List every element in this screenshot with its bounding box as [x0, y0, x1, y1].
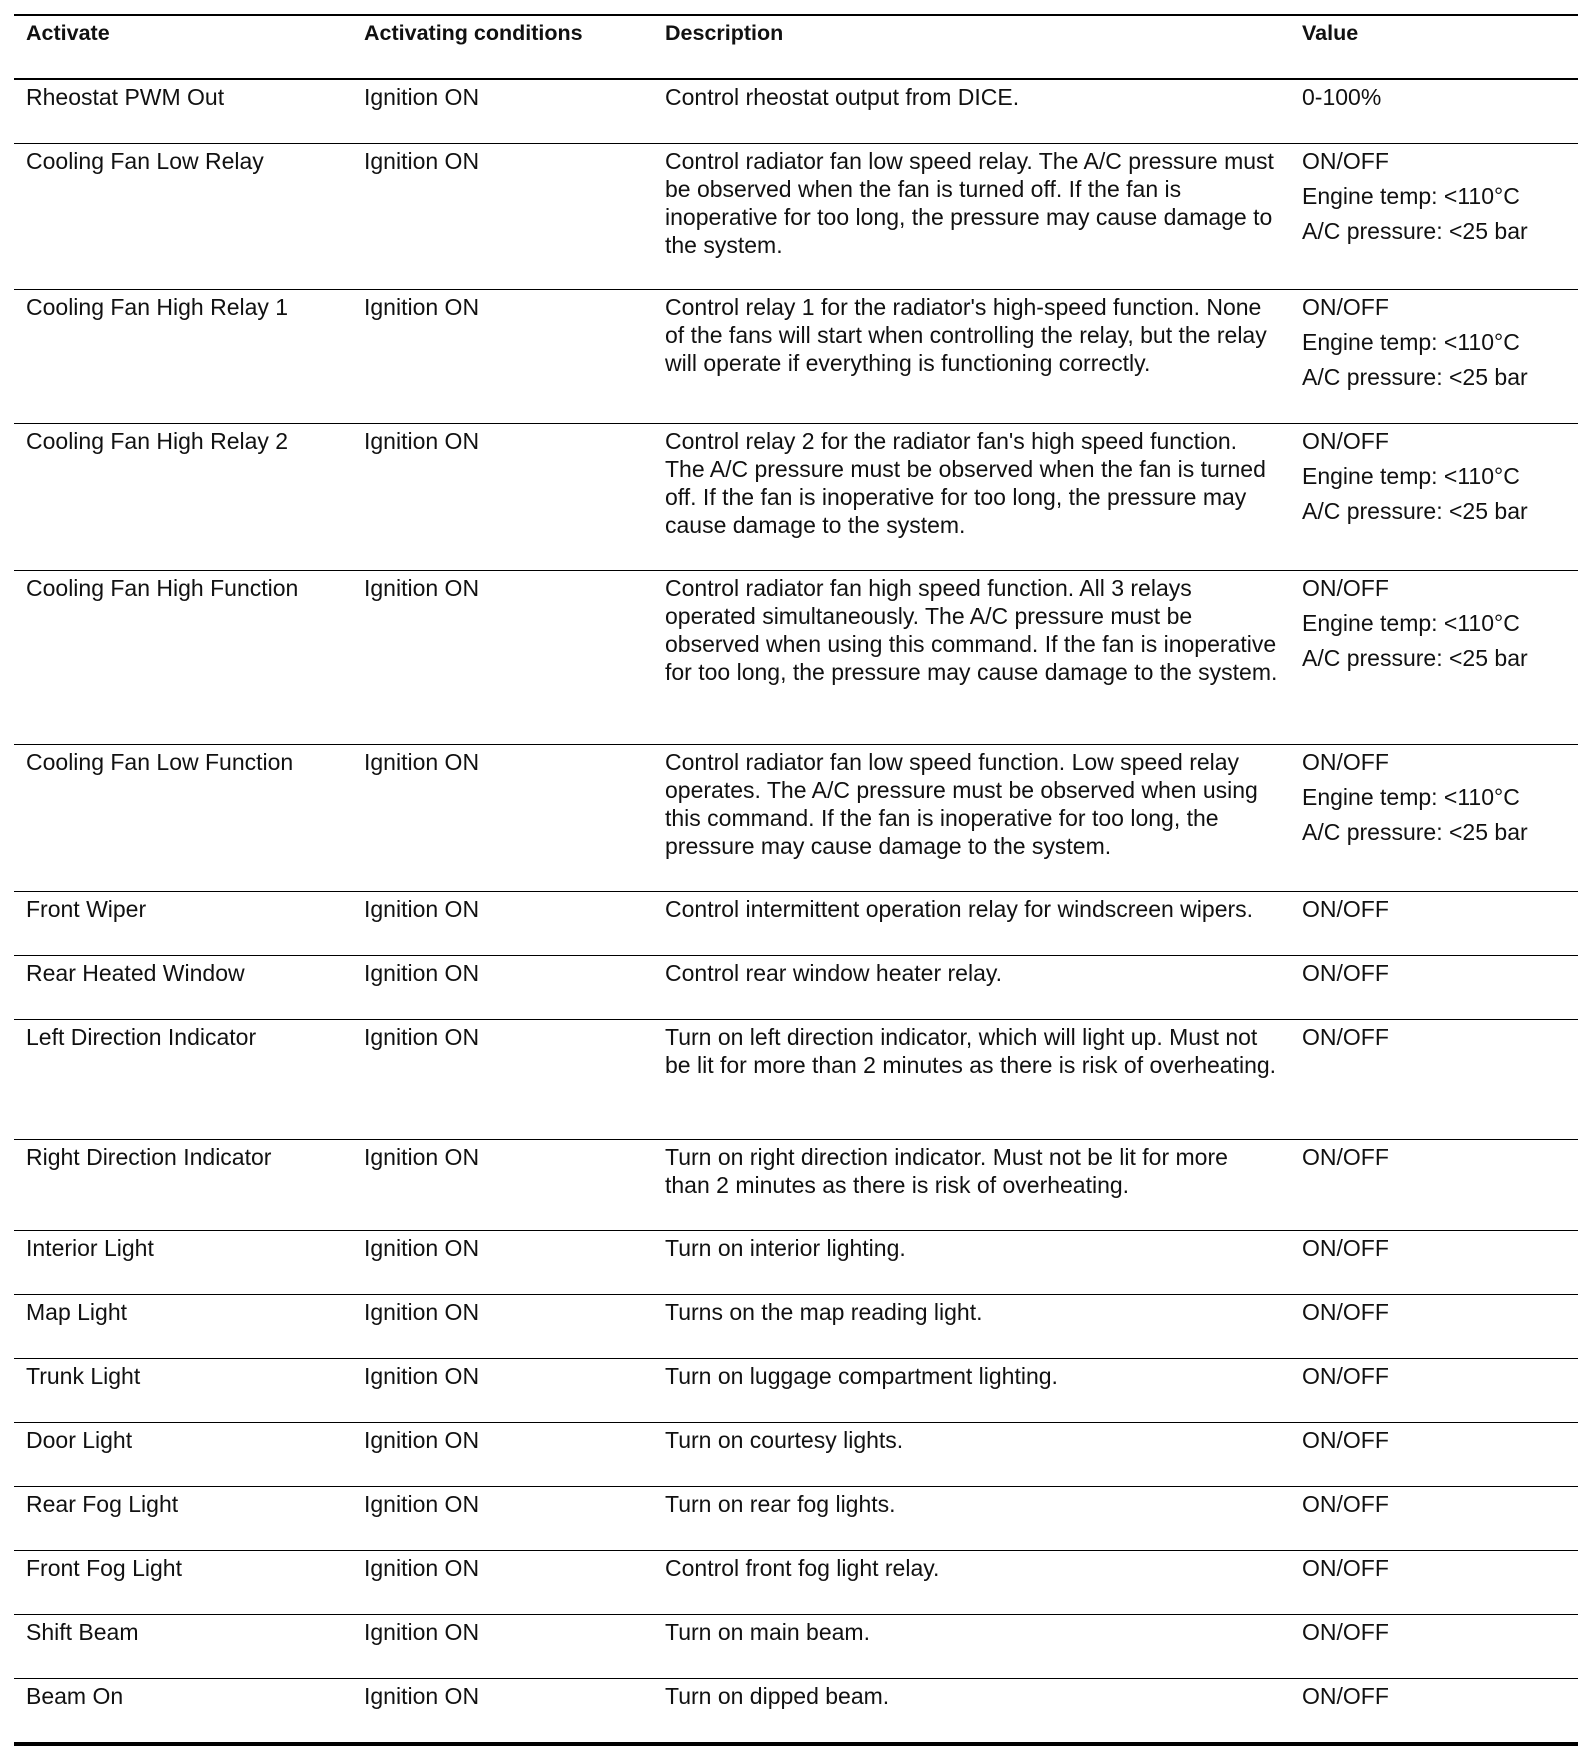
cell-activate: Front Fog Light	[14, 1551, 352, 1615]
value-line: ON/OFF	[1302, 1144, 1389, 1170]
value-line: A/C pressure: <25 bar	[1302, 498, 1528, 524]
cell-description: Turn on interior lighting.	[653, 1231, 1290, 1295]
table-row	[14, 1231, 1578, 1295]
table-row	[14, 1615, 1578, 1679]
cell-activate: Cooling Fan High Relay 1	[14, 290, 352, 424]
activation-table	[14, 14, 1578, 1746]
table-row	[14, 1679, 1578, 1745]
cell-value	[1290, 1020, 1578, 1140]
cell-description: Control intermittent operation relay for windscreen wipers.	[653, 892, 1290, 956]
cell-description: Turn on main beam.	[653, 1615, 1290, 1679]
cell-activate: Cooling Fan High Relay 2	[14, 424, 352, 571]
value-line: ON/OFF	[1302, 148, 1389, 174]
cell-description: Turns on the map reading light.	[653, 1295, 1290, 1359]
value-line: A/C pressure: <25 bar	[1302, 819, 1528, 845]
value-line: Engine temp: <110°C	[1302, 329, 1520, 355]
table-row	[14, 1423, 1578, 1487]
cell-description: Control relay 2 for the radiator fan's high speed function. The A/C pressure must be observed when the fan is turned off. If the fan is inoperative for too long, the pressure may cause damage to the system.	[653, 424, 1290, 571]
value-line: ON/OFF	[1302, 575, 1389, 601]
cell-activate: Shift Beam	[14, 1615, 352, 1679]
cell-activate: Cooling Fan Low Function	[14, 745, 352, 892]
cell-condition: Ignition ON	[352, 1359, 653, 1423]
cell-condition: Ignition ON	[352, 1487, 653, 1551]
cell-condition: Ignition ON	[352, 956, 653, 1020]
value-line: A/C pressure: <25 bar	[1302, 364, 1528, 390]
value-line: ON/OFF	[1302, 1024, 1389, 1050]
cell-activate: Cooling Fan Low Relay	[14, 144, 352, 290]
value-line: ON/OFF	[1302, 960, 1389, 986]
cell-description: Control rheostat output from DICE.	[653, 79, 1290, 144]
cell-condition: Ignition ON	[352, 1295, 653, 1359]
cell-condition: Ignition ON	[352, 1551, 653, 1615]
cell-activate: Beam On	[14, 1679, 352, 1745]
value-line: 0-100%	[1302, 84, 1382, 110]
header-activating-conditions: Activating conditions	[352, 15, 653, 79]
value-line: ON/OFF	[1302, 1683, 1389, 1709]
cell-activate: Left Direction Indicator	[14, 1020, 352, 1140]
value-line: ON/OFF	[1302, 1491, 1389, 1517]
cell-value	[1290, 892, 1578, 956]
cell-condition: Ignition ON	[352, 1679, 653, 1745]
cell-value	[1290, 290, 1578, 424]
cell-description: Turn on luggage compartment lighting.	[653, 1359, 1290, 1423]
table-row	[14, 1140, 1578, 1231]
table-row	[14, 1551, 1578, 1615]
table-row	[14, 79, 1578, 144]
cell-value	[1290, 424, 1578, 571]
cell-value	[1290, 1423, 1578, 1487]
cell-value	[1290, 1487, 1578, 1551]
cell-activate: Cooling Fan High Function	[14, 571, 352, 745]
cell-condition: Ignition ON	[352, 1423, 653, 1487]
cell-activate: Rheostat PWM Out	[14, 79, 352, 144]
cell-activate: Rear Heated Window	[14, 956, 352, 1020]
header-description: Description	[653, 15, 1290, 79]
table-row	[14, 1487, 1578, 1551]
cell-condition: Ignition ON	[352, 144, 653, 290]
cell-value	[1290, 956, 1578, 1020]
value-line: A/C pressure: <25 bar	[1302, 218, 1528, 244]
cell-description: Control radiator fan low speed relay. The A/C pressure must be observed when the fan is turned off. If the fan is inoperative for too long, the pressure may cause damage to the system.	[653, 144, 1290, 290]
value-line: ON/OFF	[1302, 896, 1389, 922]
cell-activate: Rear Fog Light	[14, 1487, 352, 1551]
cell-condition: Ignition ON	[352, 892, 653, 956]
cell-activate: Door Light	[14, 1423, 352, 1487]
cell-activate: Right Direction Indicator	[14, 1140, 352, 1231]
cell-description: Turn on rear fog lights.	[653, 1487, 1290, 1551]
table-body	[14, 79, 1578, 1744]
cell-value	[1290, 571, 1578, 745]
cell-value	[1290, 1359, 1578, 1423]
value-line: ON/OFF	[1302, 1555, 1389, 1581]
header-activate: Activate	[14, 15, 352, 79]
cell-description: Control rear window heater relay.	[653, 956, 1290, 1020]
cell-description: Control radiator fan low speed function. Low speed relay operates. The A/C pressure must be observed when using this command. If the fan is inoperative for too long, the pressure may cause damage to the system.	[653, 745, 1290, 892]
cell-value	[1290, 1615, 1578, 1679]
header-row	[14, 15, 1578, 79]
cell-condition: Ignition ON	[352, 424, 653, 571]
cell-description: Turn on left direction indicator, which will light up. Must not be lit for more than 2 minutes as there is risk of overheating.	[653, 1020, 1290, 1140]
table-row	[14, 424, 1578, 571]
cell-condition: Ignition ON	[352, 1020, 653, 1140]
value-line: Engine temp: <110°C	[1302, 463, 1520, 489]
table-row	[14, 956, 1578, 1020]
value-line: ON/OFF	[1302, 1427, 1389, 1453]
cell-value	[1290, 1551, 1578, 1615]
cell-value	[1290, 1679, 1578, 1745]
value-line: ON/OFF	[1302, 428, 1389, 454]
cell-description: Turn on right direction indicator. Must not be lit for more than 2 minutes as there is risk of overheating.	[653, 1140, 1290, 1231]
value-line: Engine temp: <110°C	[1302, 610, 1520, 636]
table-row	[14, 1295, 1578, 1359]
cell-description: Control front fog light relay.	[653, 1551, 1290, 1615]
cell-condition: Ignition ON	[352, 745, 653, 892]
cell-activate: Front Wiper	[14, 892, 352, 956]
cell-condition: Ignition ON	[352, 290, 653, 424]
value-line: Engine temp: <110°C	[1302, 784, 1520, 810]
table-header	[14, 15, 1578, 79]
value-line: Engine temp: <110°C	[1302, 183, 1520, 209]
cell-condition: Ignition ON	[352, 79, 653, 144]
table-row	[14, 144, 1578, 290]
value-line: ON/OFF	[1302, 294, 1389, 320]
value-line: ON/OFF	[1302, 1235, 1389, 1261]
cell-description: Turn on courtesy lights.	[653, 1423, 1290, 1487]
cell-description: Control relay 1 for the radiator's high-speed function. None of the fans will start when controlling the relay, but the relay will operate if everything is functioning correctly.	[653, 290, 1290, 424]
cell-value	[1290, 1231, 1578, 1295]
table-row	[14, 290, 1578, 424]
cell-activate: Map Light	[14, 1295, 352, 1359]
cell-condition: Ignition ON	[352, 1615, 653, 1679]
table-row	[14, 571, 1578, 745]
value-line: ON/OFF	[1302, 749, 1389, 775]
cell-condition: Ignition ON	[352, 1231, 653, 1295]
value-line: A/C pressure: <25 bar	[1302, 645, 1528, 671]
cell-activate: Interior Light	[14, 1231, 352, 1295]
value-line: ON/OFF	[1302, 1363, 1389, 1389]
cell-value	[1290, 745, 1578, 892]
table-row	[14, 1020, 1578, 1140]
cell-value	[1290, 79, 1578, 144]
table-row	[14, 745, 1578, 892]
cell-description: Control radiator fan high speed function. All 3 relays operated simultaneously. The A/C pressure must be observed when using this command. If the fan is inoperative for too long, the pressure may cause damage to the system.	[653, 571, 1290, 745]
cell-activate: Trunk Light	[14, 1359, 352, 1423]
cell-value	[1290, 144, 1578, 290]
value-line: ON/OFF	[1302, 1299, 1389, 1325]
table-row	[14, 1359, 1578, 1423]
cell-description: Turn on dipped beam.	[653, 1679, 1290, 1745]
cell-condition: Ignition ON	[352, 571, 653, 745]
cell-value	[1290, 1140, 1578, 1231]
cell-condition: Ignition ON	[352, 1140, 653, 1231]
table-row	[14, 892, 1578, 956]
cell-value	[1290, 1295, 1578, 1359]
header-value: Value	[1290, 15, 1578, 79]
value-line: ON/OFF	[1302, 1619, 1389, 1645]
